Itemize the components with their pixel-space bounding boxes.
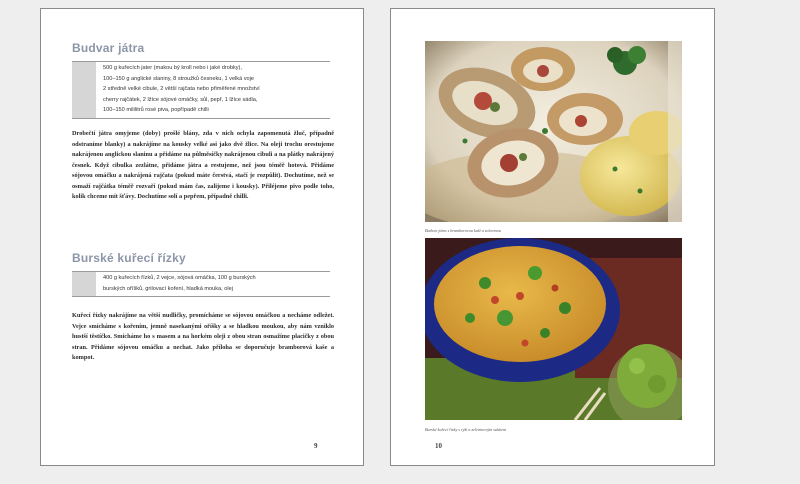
ingredients-box-budvar (72, 61, 330, 119)
ingredient-line: 400 g kuřecích řízků, 2 vejce, sójová omáčka, 100 g burských (103, 275, 256, 281)
recipe-title-budvar: Budvar játra (72, 41, 145, 55)
ingredients-bar (72, 272, 96, 296)
food-photo-bowl (425, 238, 682, 420)
food-photo-rolls (425, 41, 682, 222)
photo-caption: Budvar játra s bramborovou kaší a zeleninou (425, 228, 501, 233)
page-number: 9 (314, 442, 318, 450)
ingredients-list (103, 62, 330, 118)
ingredient-line: 500 g kuřecích jater (makou bý kroll nebo i jaké drobky), (103, 65, 242, 71)
photo-caption: Burské kuřecí řízky s rýží a zeleninovým salátem (425, 427, 507, 432)
ingredients-box-burske (72, 271, 330, 297)
page-number: 10 (435, 442, 442, 450)
ingredients-bar (72, 62, 96, 118)
ingredient-line: burských oříšků, grilovací koření, hladká mouka, olej (103, 285, 233, 292)
ingredient-line: 100–150 g anglické slaniny, 8 stroužků česneku, 1 velká voje (103, 75, 255, 82)
photo-burske-rizky (425, 238, 682, 420)
ingredient-line: 2 středně velké cibule, 2 větší rajčata nebo přiměřené množství (103, 86, 260, 92)
right-page (390, 8, 715, 466)
method-text-budvar: Drobečtí játra omyjeme (doby) prošlé blány, zda v nich ochyla zapomenutá žluč, případně odstraníme blanky) a nakrájíme na kousky velké asi jako dvě žlice. Na oleji trochu orestujeme nakrájenou anglickou slaninu a přidáme na půlměsíčky nakrájenou cibuli a na plátky nakrájený česnek. Když cibulka zezlátne, přidáme játra a restujeme, než jsou téměř hotová. Přidáme sójovou omáčku a nakrájená rajčata (pokud máte čerstvá, stačí je rozpůlit). Dochutíme, než se osmaží rajčátka téměř rozvaří (pokud mám čas, zalijeme i kousky). Přiléjeme pivo podle toho, kolik chceme mít šťávy. Dochutíme solí a pepřem, případně chilli. (72, 130, 334, 200)
recipe-title-burske: Burské kuřecí řízky (72, 251, 186, 265)
ingredient-line: 100–150 mililitrů rosé piva, popřípadě chilli (103, 107, 209, 113)
ingredient-line: cherry rajčátek, 2 lžíce sójové omáčky, sůl, pepř, 1 lžíce sádla, (103, 96, 258, 103)
left-page (40, 8, 364, 466)
ingredients-list (103, 272, 330, 296)
method-text-burske: Kuřecí řízky nakrájíme na větší nudličky, promícháme se sójovou omáčkou a necháme odležet. Vejce smícháme s kořením, jemně nasekanými oříšky a se hladkou moukou, aby nám vzniklo hustší těstíčko. Smícháme ho s masem a na horkém oleji z obou stran osmažíme placičky z obou stran. Přidáme sójovou omáčku a nechat. Jako příloha se doporučuje bramborová kaše a kompot. (72, 312, 334, 361)
photo-budvar-jatra (425, 41, 682, 222)
